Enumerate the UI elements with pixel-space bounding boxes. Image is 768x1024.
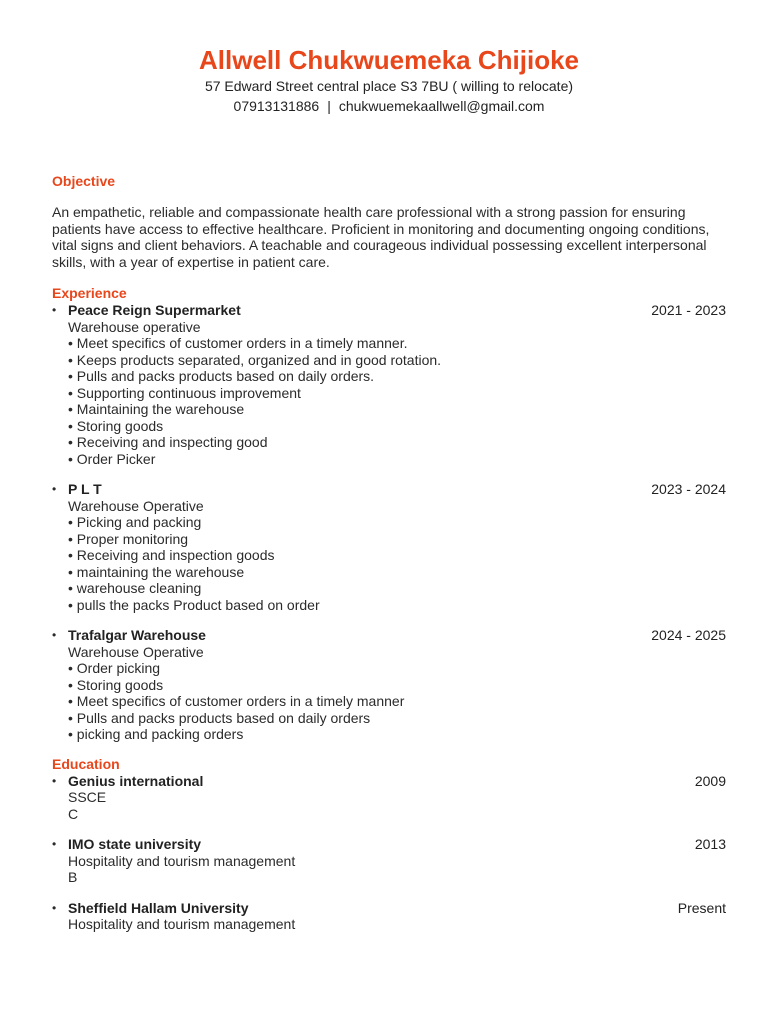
qualification: SSCE (68, 789, 107, 805)
experience-list (52, 302, 726, 743)
employment-dates: 2021 - 2023 (651, 302, 726, 318)
duty-item: • Order picking (68, 660, 161, 676)
resume-header (52, 0, 726, 116)
experience-entry (52, 302, 726, 467)
duty-item: • Receiving and inspecting good (68, 434, 268, 450)
education-entry (52, 836, 726, 886)
duty-item: • Order Picker (68, 450, 156, 467)
entry-header (68, 900, 726, 917)
institution-name: • Genius international (68, 772, 204, 789)
experience-heading: Experience (52, 285, 127, 301)
duty-item: • warehouse cleaning (68, 580, 202, 596)
duty-item: • Storing goods (68, 417, 164, 434)
duty-item: • Pulls and packs products based on daily orders. (68, 368, 375, 384)
institution-name: • Sheffield Hallam University (68, 899, 249, 916)
experience-entry (52, 627, 726, 743)
education-list (52, 773, 726, 933)
duty-item: • Picking and packing (68, 514, 202, 530)
duty-item: • Meet specifics of customer orders in a timely manner (68, 693, 405, 709)
education-dates: 2009 (694, 772, 726, 789)
duty-item: • pulls the packs Product based on order (68, 596, 320, 613)
job-title: Warehouse operative (68, 318, 201, 335)
objective-heading: Objective (52, 173, 116, 189)
qualification: Hospitality and tourism management (68, 916, 296, 932)
education-entry (52, 773, 726, 823)
address-line: 57 Edward Street central place S3 7BU ( willing to relocate) (204, 78, 574, 94)
contact-line (52, 96, 726, 116)
qualification: Hospitality and tourism management (68, 852, 296, 869)
entry-header (68, 302, 726, 319)
education-dates: Present (677, 899, 726, 916)
employer-name: • Peace Reign Supermarket (68, 302, 241, 318)
duty-item: • Storing goods (68, 676, 164, 693)
duty-item: • picking and packing orders (68, 726, 244, 742)
employer-name: • P L T (68, 481, 102, 497)
duty-item: • Supporting continuous improvement (68, 384, 301, 401)
employer-name: • Trafalgar Warehouse (68, 627, 206, 643)
education-heading: Education (52, 755, 120, 772)
job-title: Warehouse Operative (68, 643, 204, 660)
entry-header (68, 836, 726, 853)
duty-item: • maintaining the warehouse (68, 563, 245, 580)
education-dates: 2013 (694, 836, 726, 852)
email-address: chukwuemekaallwell@gmail.com (338, 98, 545, 114)
entry-header (68, 481, 726, 498)
duty-item: • Keeps products separated, organized and in good rotation. (68, 351, 442, 368)
contact-separator: | (327, 98, 331, 114)
institution-name: • IMO state university (68, 836, 202, 852)
duty-item: • Pulls and packs products based on daily orders (68, 709, 371, 726)
job-title: Warehouse Operative (68, 497, 204, 514)
duty-item: • Maintaining the warehouse (68, 401, 245, 417)
duty-item: • Meet specifics of customer orders in a timely manner. (68, 335, 408, 351)
phone-number: 07913131886 (233, 98, 320, 114)
entry-header (68, 627, 726, 644)
candidate-name: Allwell Chukwuemeka Chijioke (199, 45, 579, 75)
duty-item: • Proper monitoring (68, 530, 189, 547)
duty-item: • Receiving and inspection goods (68, 547, 275, 563)
education-entry (52, 900, 726, 933)
employment-dates: 2024 - 2025 (651, 627, 726, 643)
entry-header (68, 773, 726, 790)
grade: B (68, 869, 78, 885)
objective-text: An empathetic, reliable and compassionate health care professional with a strong passion for ensuring patients have access to effective healthcare. Proficient in monitoring and documenting ongoing conditions, vital signs and client behaviors. A teachable and courageous individual possessing excellent interpersonal skills, with a year of expertise in patient care. (52, 204, 710, 270)
employment-dates: 2023 - 2024 (651, 481, 726, 497)
grade: C (68, 805, 79, 822)
experience-entry (52, 481, 726, 613)
